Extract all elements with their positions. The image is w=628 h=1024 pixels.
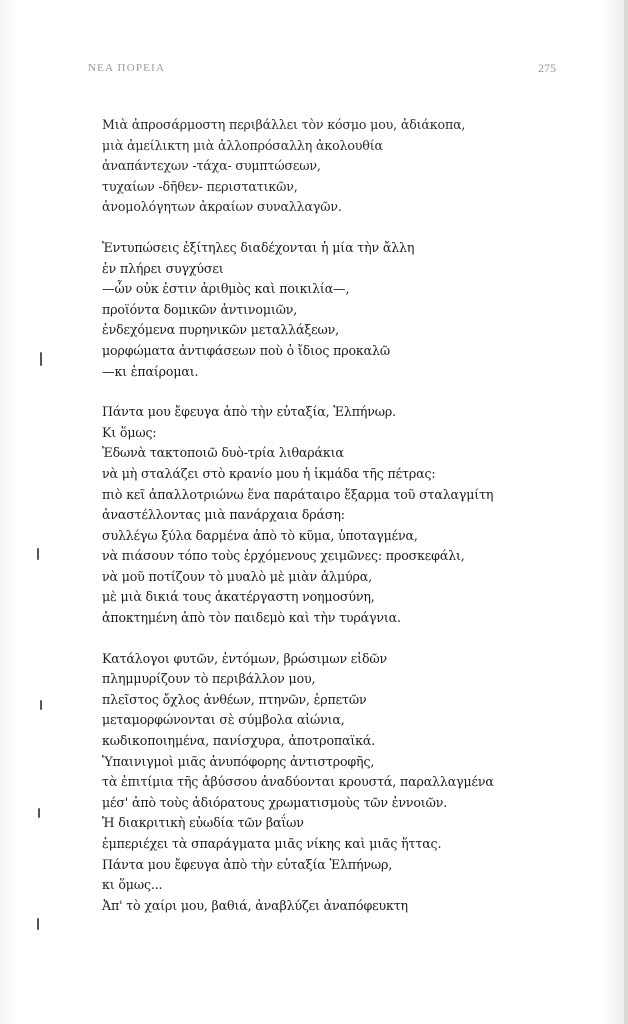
poem-line: Πάντα μου ἔφευγα ἀπὸ τὴν εὐταξία, Ἐλπήνωρ. [102,404,396,420]
stanza-1 [102,115,622,218]
poem-text [102,115,622,916]
stanza-2 [102,238,622,382]
poem-line: —κι ἐπαίρομαι. [102,363,199,379]
poem-line: ἐμπεριέχει τὰ σπαράγματα μιᾶς νίκης καὶ μιᾶς ἥττας. [102,836,442,851]
poem-line: συλλέγω ξύλα δαρμένα ἀπὸ τὸ κῦμα, ὑποταγμένα, [102,527,418,543]
margin-mark [40,352,42,366]
poem-line: νὰ πιάσουν τόπο τοὺς ἐρχόμενους χειμῶνες: προσκεφάλι, [102,548,465,564]
poem-line: Κατάλογοι φυτῶν, ἐντόμων, βρώσιμων εἰδῶν [102,650,388,666]
poem-line: ἀναστέλλοντας μιὰ πανάρχαια δράση: [102,507,345,523]
poem-line: μέσ' ἀπὸ τοὺς ἀδιόρατους χρωματισμοὺς τῶν ἐννοιῶν. [102,794,448,810]
page-edge-shadow [624,0,628,1024]
margin-mark [37,548,39,560]
stanza-gap [102,218,622,238]
poem-line: προϊόντα δομικῶν ἀντινομιῶν, [102,301,298,317]
poem-line: κι ὅμως... [102,877,163,893]
poem-line: Ἐδωνὰ τακτοποιῶ δυὸ-τρία λιθαράκια [102,445,344,461]
stanza-3 [102,402,622,629]
running-title: ΝΕΑ ΠΟΡΕΙΑ [88,62,166,74]
poem-line: νὰ μὴ σταλάζει στὸ κρανίο μου ἡ ἰκμάδα τῆς πέτρας: [102,465,436,481]
margin-mark [40,700,42,710]
poem-line: πλεῖστος ὄχλος ἀνθέων, πτηνῶν, ἑρπετῶν [102,691,367,707]
poem-line: Ἐντυπώσεις ἐξίτηλες διαδέχονται ἡ μία τὴν ἄλλη [102,239,415,255]
poem-line: μὲ μιὰ δικιά τους ἀκατέργαστη νοημοσύνη, [102,589,375,605]
stanza-gap [102,382,622,402]
page-number: 275 [538,61,556,75]
poem-line: Ἡ διακριτικὴ εὐωδία τῶν βαΐων [102,815,304,831]
stanza-4 [102,649,622,917]
margin-mark [38,808,40,818]
stanza-gap [102,629,622,649]
poem-line: —ὧν οὐκ ἐστιν ἀριθμὸς καὶ ποικιλία—, [102,281,350,297]
poem-line: μεταμορφώνονται σὲ σύμβολα αἰώνια, [102,712,345,728]
poem-line: ἐνδεχόμενα πυρηνικῶν μεταλλάξεων, [102,322,339,338]
poem-line: τὰ ἐπιτίμια τῆς ἀβύσσου ἀναδύονται κρουστά, παραλλαγμένα [102,774,494,790]
poem-line: νὰ μοῦ ποτίζουν τὸ μυαλὸ μὲ μιὰν ἁλμύρα, [102,568,373,584]
margin-mark [37,918,39,930]
poem-line: ἀναπάντεχων -τάχα- συμπτώσεων, [102,158,321,174]
poem-line: Κι ὅμως: [102,424,157,440]
poem-line: τυχαίων -δῆθεν- περιστατικῶν, [102,178,298,194]
poem-line: Ἀπ' τὸ χαίρι μου, βαθιά, ἀναβλύζει ἀναπόφευκτη [102,897,408,913]
poem-line: μιὰ ἀμείλικτη μιὰ ἀλλοπρόσαλλη ἀκολουθία [102,137,383,153]
poem-line: πιὸ κεῖ ἀπαλλοτριώνω ἕνα παράταιρο ἔξαρμα τοῦ σταλαγμίτη [102,486,494,502]
poem-line: Μιὰ ἀπροσάρμοστη περιβάλλει τὸν κόσμο μου, ἀδιάκοπα, [102,117,466,132]
poem-line: ἐν πλήρει συγχύσει [102,260,224,276]
poem-line: πλημμυρίζουν τὸ περιβάλλον μου, [102,671,316,687]
poem-line: κωδικοποιημένα, πανίσχυρα, ἀποτροπαϊκά. [102,733,376,749]
poem-line: μορφώματα ἀντιφάσεων ποὺ ὁ ἴδιος προκαλῶ [102,342,390,358]
poem-line: ἀποκτημένη ἀπὸ τὸν παιδεμὸ καὶ τὴν τυράγνια. [102,610,401,626]
poem-line: Πάντα μου ἔφευγα ἀπὸ τὴν εὐταξία Ἐλπήνωρ, [102,856,393,872]
poem-line: ἀνομολόγητων ἀκραίων συναλλαγῶν. [102,199,342,215]
poem-line: Ὑπαινιγμοὶ μιᾶς ἀνυπόφορης ἀντιστροφῆς, [102,753,375,769]
